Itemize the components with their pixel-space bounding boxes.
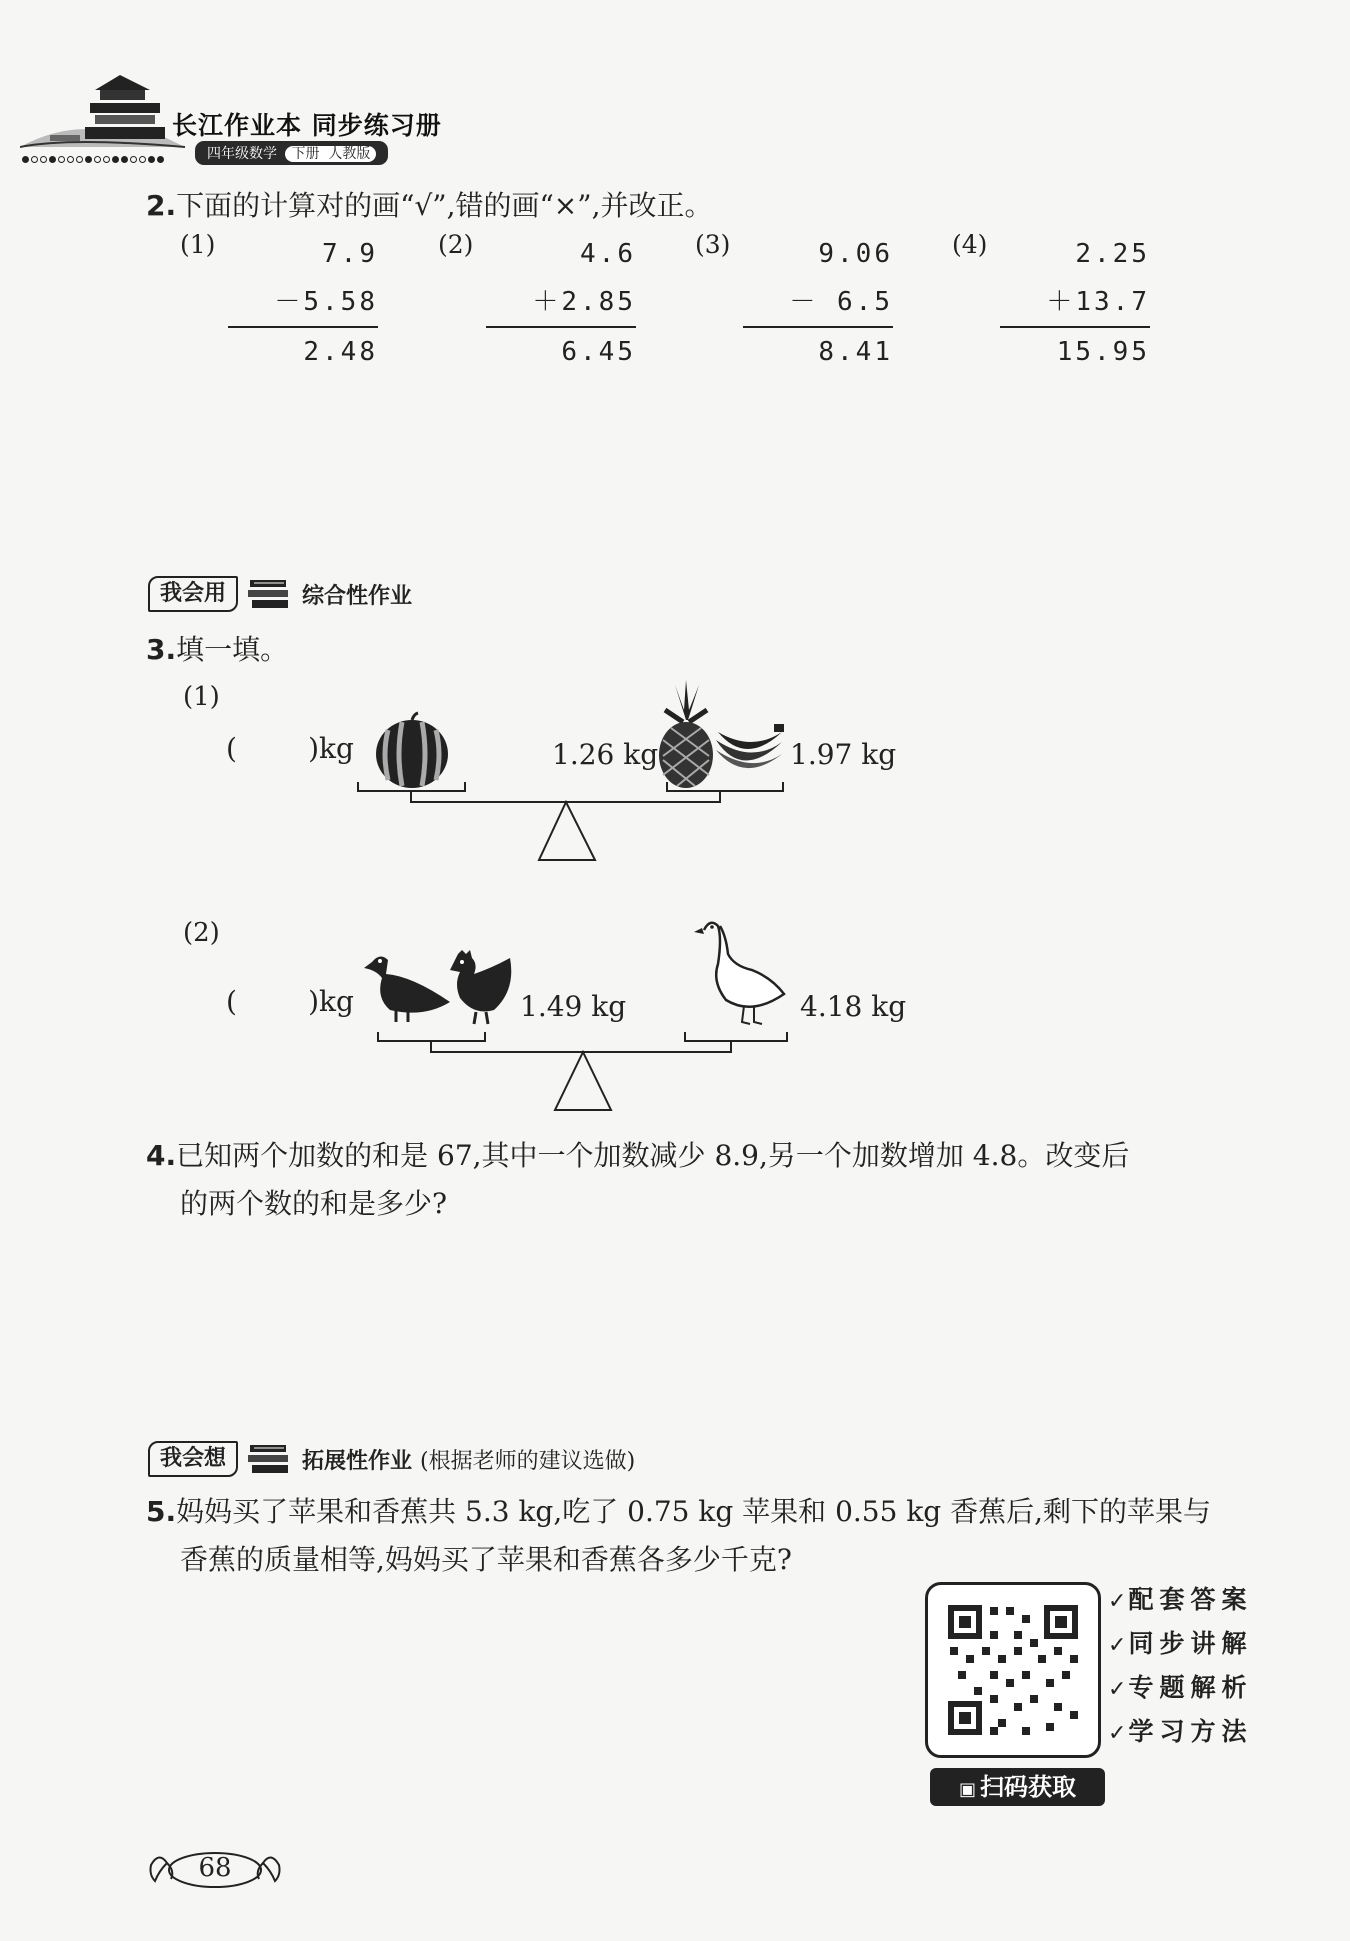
section-tag-think xyxy=(148,1440,635,1478)
watermelon-icon xyxy=(372,710,452,790)
qr-code-icon xyxy=(928,1585,1098,1755)
banana-icon xyxy=(712,720,786,780)
section-title: 拓展性作业 xyxy=(302,1448,413,1474)
calc-item-1 xyxy=(180,230,378,376)
question-5 xyxy=(146,1492,1276,1580)
question-text: 填一填。 xyxy=(176,633,289,666)
page-number: 68 xyxy=(198,1853,232,1883)
question-number: 2. xyxy=(146,189,177,222)
calc-label: (4) xyxy=(952,230,988,259)
answer-blank[interactable]: ( )kg xyxy=(226,985,354,1018)
calc-operand: － 6.5 xyxy=(789,287,893,317)
section-title: 综合性作业 xyxy=(302,583,413,609)
grade-label: 四年级数学 xyxy=(207,146,277,162)
calc-result: 15.95 xyxy=(1000,326,1150,376)
question-line-2: 的两个数的和是多少? xyxy=(180,1187,448,1220)
calc-result: 2.48 xyxy=(228,326,378,376)
scan-button-label: 扫码获取 xyxy=(980,1773,1076,1801)
q3-part1-label: (1) xyxy=(183,682,220,712)
calc-result: 6.45 xyxy=(486,326,636,376)
pineapple-icon xyxy=(655,680,717,790)
edition-text: 人教版 xyxy=(328,146,371,162)
calc-label: (2) xyxy=(438,230,474,259)
weight-label-1: 1.49 kg xyxy=(520,990,627,1023)
section-tag-apply xyxy=(148,575,412,613)
feature-label: 学习方法 xyxy=(1128,1717,1253,1746)
volume-label xyxy=(285,146,376,162)
calc-top: 7.9 xyxy=(322,239,378,269)
question-3 xyxy=(146,630,288,670)
qr-feature-list xyxy=(1108,1578,1252,1754)
question-line-2: 香蕉的质量相等,妈妈买了苹果和香蕉各多少千克? xyxy=(180,1543,792,1576)
feature-item xyxy=(1108,1666,1252,1710)
answer-blank[interactable]: ( )kg xyxy=(226,732,354,765)
calc-label: (1) xyxy=(180,230,216,259)
feature-item xyxy=(1108,1710,1252,1754)
books-icon xyxy=(246,576,292,612)
check-icon: ✓ xyxy=(1108,1589,1127,1614)
weight-label-1: 1.26 kg xyxy=(552,738,659,771)
section-tag-label: 我会想 xyxy=(148,1441,238,1477)
chicken-icon xyxy=(448,950,514,1028)
question-text: 妈妈买了苹果和香蕉共 5.3 kg,吃了 0.75 kg 苹果和 0.55 kg 香蕉后,剩下的苹果与 xyxy=(176,1495,1212,1528)
header-logo xyxy=(20,55,185,155)
question-number: 3. xyxy=(146,633,177,666)
balance-scale-1 xyxy=(355,782,785,862)
calc-item-3 xyxy=(695,230,893,376)
calc-item-2 xyxy=(438,230,636,376)
check-icon: ✓ xyxy=(1108,1721,1127,1746)
calc-top: 2.25 xyxy=(1075,239,1150,269)
check-icon: ✓ xyxy=(1108,1677,1127,1702)
feature-item xyxy=(1108,1578,1252,1622)
section-tag-label: 我会用 xyxy=(148,576,238,612)
feature-label: 专题解析 xyxy=(1128,1673,1253,1702)
volume-text: 下册 xyxy=(291,146,320,162)
question-number: 4. xyxy=(146,1139,177,1172)
q3-part2-label: (2) xyxy=(183,918,220,948)
feature-item xyxy=(1108,1622,1252,1666)
calc-result: 8.41 xyxy=(743,326,893,376)
question-text: 下面的计算对的画“√”,错的画“×”,并改正。 xyxy=(176,189,713,222)
calc-top: 9.06 xyxy=(818,239,893,269)
scan-icon: ▣ xyxy=(958,1779,976,1800)
header-dots xyxy=(22,148,166,167)
feature-label: 配套答案 xyxy=(1128,1585,1253,1614)
question-line-1 xyxy=(146,1136,1266,1176)
qr-code-frame[interactable] xyxy=(925,1582,1101,1758)
question-line-1 xyxy=(146,1492,1276,1532)
weight-label-2: 4.18 kg xyxy=(800,990,907,1023)
section-note: (根据老师的建议选做) xyxy=(420,1448,636,1474)
books-icon xyxy=(246,1441,292,1477)
grade-banner xyxy=(195,141,388,165)
weight-label-2: 1.97 kg xyxy=(790,738,897,771)
calc-item-4 xyxy=(952,230,1150,376)
calc-operand: －5.58 xyxy=(274,287,378,317)
calc-top: 4.6 xyxy=(580,239,636,269)
balance-scale-2 xyxy=(375,1032,790,1112)
check-icon: ✓ xyxy=(1108,1633,1127,1658)
calc-operand: ＋13.7 xyxy=(1046,287,1150,317)
question-4 xyxy=(146,1136,1266,1224)
calc-label: (3) xyxy=(695,230,731,259)
question-number: 5. xyxy=(146,1495,177,1528)
question-2 xyxy=(146,186,713,226)
duck-icon xyxy=(362,952,452,1026)
calc-operand: ＋2.85 xyxy=(532,287,636,317)
question-text: 已知两个加数的和是 67,其中一个加数减少 8.9,另一个加数增加 4.8。改变后 xyxy=(176,1139,1130,1172)
book-title: 长江作业本 同步练习册 xyxy=(172,111,442,140)
goose-icon xyxy=(692,918,788,1030)
scan-to-get-button[interactable] xyxy=(930,1768,1105,1806)
feature-label: 同步讲解 xyxy=(1128,1629,1253,1658)
